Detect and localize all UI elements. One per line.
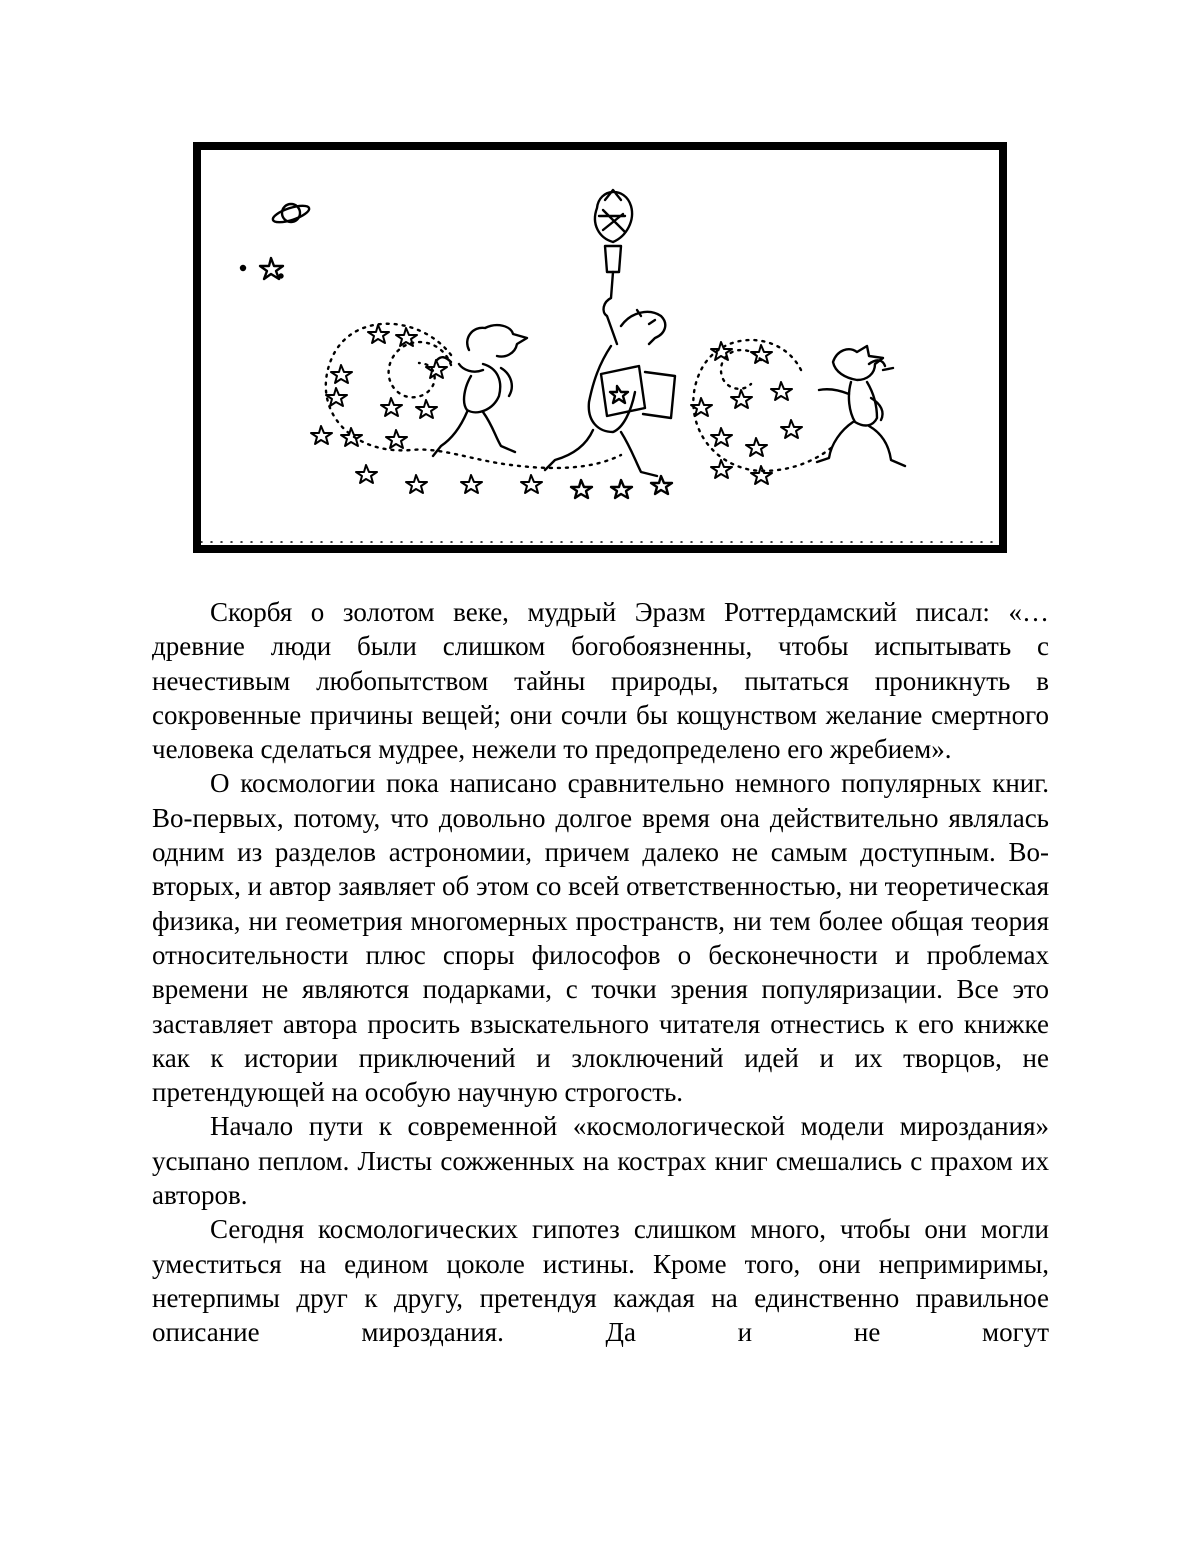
paragraph-hypotheses: Сегодня космологических гипотез слишком много, чтобы они могли уместиться на едином цоколе истины. Кроме того, они непримиримы, нетерпимы друг к другу, претендуя каждая на единственно правильное описание мироздания. Да и не могут bbox=[152, 1214, 1049, 1348]
man-holding-lamp-figure bbox=[545, 190, 675, 498]
article-text bbox=[152, 595, 1049, 1350]
cartoon-drawing bbox=[201, 150, 999, 545]
right-star-spiral bbox=[691, 340, 831, 484]
cartoon-illustration bbox=[193, 142, 1007, 553]
star-icon bbox=[241, 258, 283, 279]
paragraph-path-ashes: Начало пути к современной «космологической модели мироздания» усыпано пеплом. Листы сожженных на кострах книг смешались с прахом их авторов. bbox=[152, 1111, 1049, 1211]
saturn-icon bbox=[271, 202, 311, 225]
woman-with-stars-figure bbox=[433, 325, 527, 456]
paragraph-erasmus: Скорбя о золотом веке, мудрый Эразм Роттердамский писал: «… древние люди были слишком богобоязненны, чтобы испытывать с нечестивым любопытством тайны природы, пытаться проникнуть в сокровенные причины вещей; они сочли бы кощунством желание смертного человека сделаться мудрее, нежели то предопределено его жребием». bbox=[152, 597, 1049, 765]
paragraph-cosmology-books: О космологии пока написано сравнительно немного популярных книг. Во-первых, потому, что довольно долгое время она действительно являлась одним из разделов астрономии, причем далеко не самым доступным. Во-вторых, и автор заявляет об этом со всей ответственностью, ни теоретическая физика, ни геометрия многомерных пространств, ни тем более общая теория относительности плюс споры философов о бесконечности и проблемах времени не являются подарками, с точки зрения популяризации. Все это заставляет автора просить взыскательного читателя отнестись к его книжке как к истории приключений и злоключений идей и их творцов, не претендующей на особую научную строгость. bbox=[152, 768, 1049, 1108]
